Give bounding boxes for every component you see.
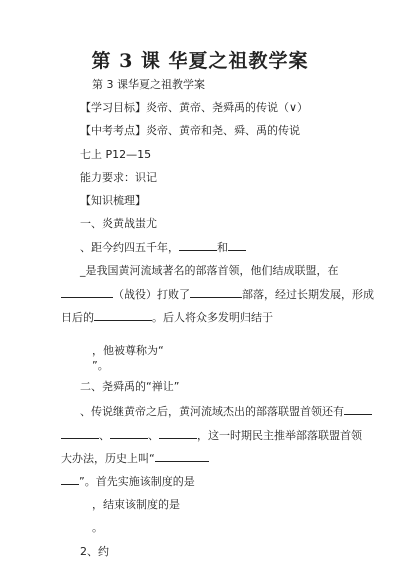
paragraph-line	[80, 404, 372, 419]
text-fragment: 大办法，历史上叫“	[61, 452, 155, 465]
text-fragment: （战役）打败了	[113, 288, 190, 301]
paragraph-line	[61, 474, 195, 489]
text-fragment: 日后的	[61, 311, 94, 324]
section-one-heading: 一、炎黄战蚩尤	[80, 217, 157, 230]
fill-blank[interactable]	[228, 240, 246, 251]
section-two-heading: 二、尧舜禹的“禅让”	[80, 380, 180, 393]
text-fragment: 、	[148, 429, 159, 442]
text-fragment: 、	[99, 429, 110, 442]
study-goal: 【学习目标】炎帝、黄帝、尧舜禹的传说（∨）	[80, 101, 309, 114]
text-fragment: 部落，经过长期发展，形成	[242, 288, 374, 301]
paragraph-line	[80, 240, 246, 255]
paragraph-line: 。	[92, 521, 103, 534]
text-fragment: 和	[217, 241, 228, 254]
paragraph-line: ”。	[92, 359, 109, 372]
paragraph-line: ，他被尊称为“	[92, 344, 164, 357]
section-two-item-two: 2、约	[80, 545, 109, 558]
exam-point: 【中考考点】炎帝、黄帝和尧、舜、禹的传说	[80, 124, 300, 137]
paragraph-line	[61, 310, 273, 325]
paragraph-line	[61, 287, 374, 302]
text-fragment: ”。首先实施该制度的是	[79, 475, 195, 488]
text-fragment: ，这一时期民主推举部落联盟首领	[197, 429, 362, 442]
fill-blank[interactable]	[190, 287, 242, 298]
knowledge-heading: 【知识梳理】	[80, 194, 146, 207]
fill-blank[interactable]	[155, 451, 209, 462]
text-fragment: 。后人将众多发明归结于	[152, 311, 273, 324]
subtitle: 第 3 课华夏之祖教学案	[92, 78, 205, 91]
fill-blank[interactable]	[61, 428, 99, 439]
text-fragment: 、距今约四五千年，	[80, 241, 179, 254]
fill-blank[interactable]	[110, 428, 148, 439]
paragraph-line: _是我国黄河流域著名的部落首领，他们结成联盟，在	[80, 264, 339, 277]
text-fragment: 、传说继黄帝之后，黄河流域杰出的部落联盟首领还有	[80, 405, 344, 418]
fill-blank[interactable]	[61, 287, 113, 298]
fill-blank[interactable]	[179, 240, 217, 251]
page-title: 第 3 课 华夏之祖教学案	[91, 50, 309, 72]
ability-requirement: 能力要求：识记	[80, 171, 157, 184]
paragraph-line	[61, 428, 362, 443]
fill-blank[interactable]	[61, 474, 79, 485]
paragraph-line	[61, 451, 209, 466]
fill-blank[interactable]	[159, 428, 197, 439]
textbook-pages: 七上 P12—15	[80, 148, 152, 161]
paragraph-line: ，结束该制度的是	[92, 498, 180, 511]
fill-blank[interactable]	[344, 404, 372, 415]
fill-blank[interactable]	[94, 310, 152, 321]
